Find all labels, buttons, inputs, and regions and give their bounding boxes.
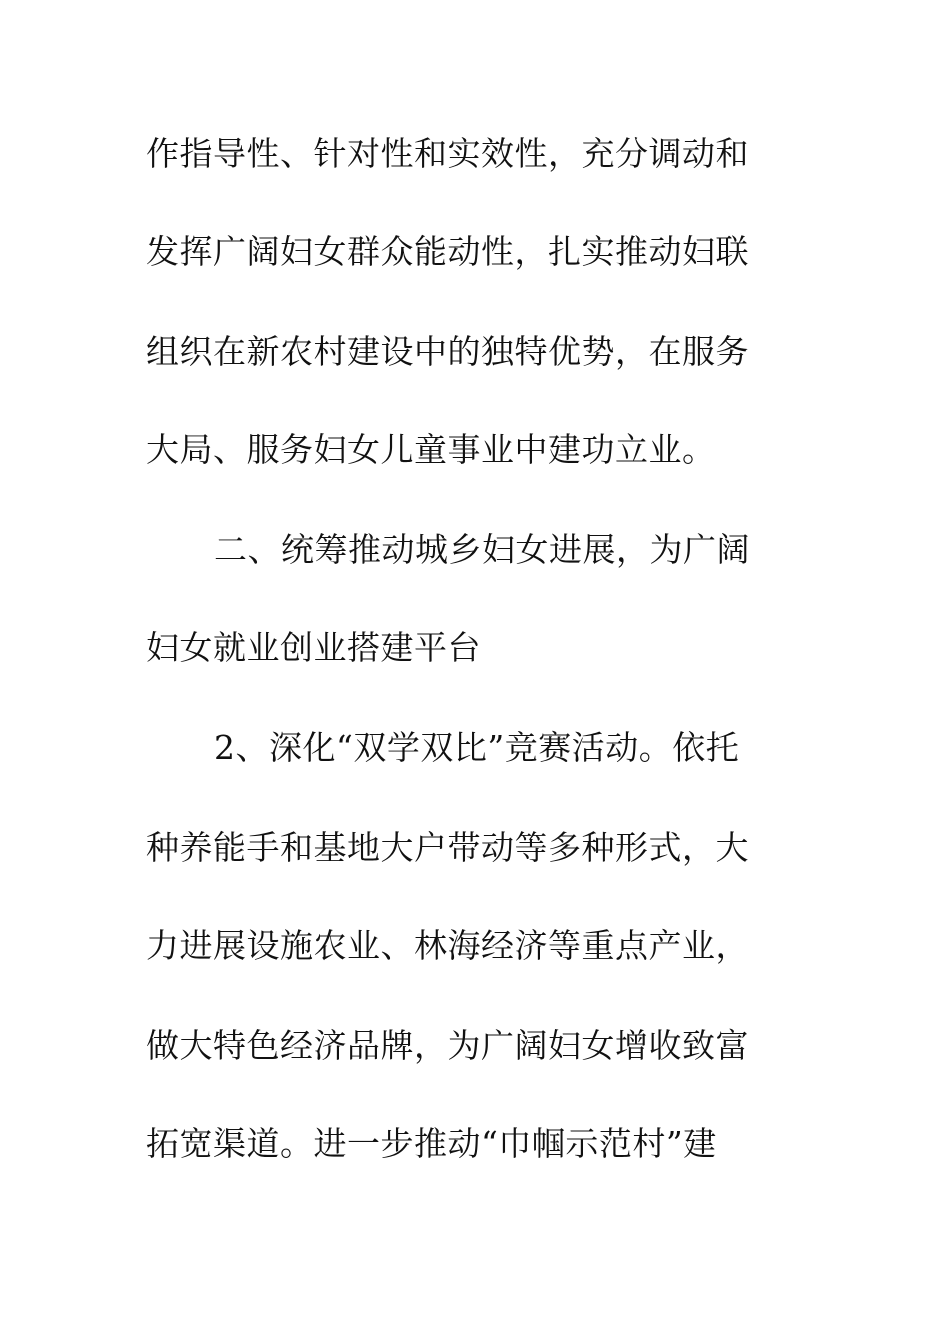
- paragraph-line: 力进展设施农业、林海经济等重点产业，: [146, 926, 749, 965]
- paragraph-line: 做大特色经济品牌，为广阔妇女增收致富: [146, 1026, 749, 1065]
- section-heading-line: 二、统筹推动城乡妇女进展，为广阔: [214, 530, 750, 569]
- paragraph-line: 种养能手和基地大户带动等多种形式，大: [146, 828, 749, 867]
- paragraph-line: 大局、服务妇女儿童事业中建功立业。: [146, 430, 716, 469]
- paragraph-line: 组织在新农村建设中的独特优势，在服务: [146, 332, 749, 371]
- paragraph-line: 发挥广阔妇女群众能动性，扎实推动妇联: [146, 232, 749, 271]
- paragraph-line: 作指导性、针对性和实效性，充分调动和: [146, 134, 749, 173]
- paragraph-line: 2、深化“双学双比”竞赛活动。依托: [214, 728, 740, 767]
- section-heading-line: 妇女就业创业搭建平台: [146, 628, 481, 667]
- paragraph-line: 拓宽渠道。进一步推动“巾帼示范村”建: [146, 1124, 717, 1163]
